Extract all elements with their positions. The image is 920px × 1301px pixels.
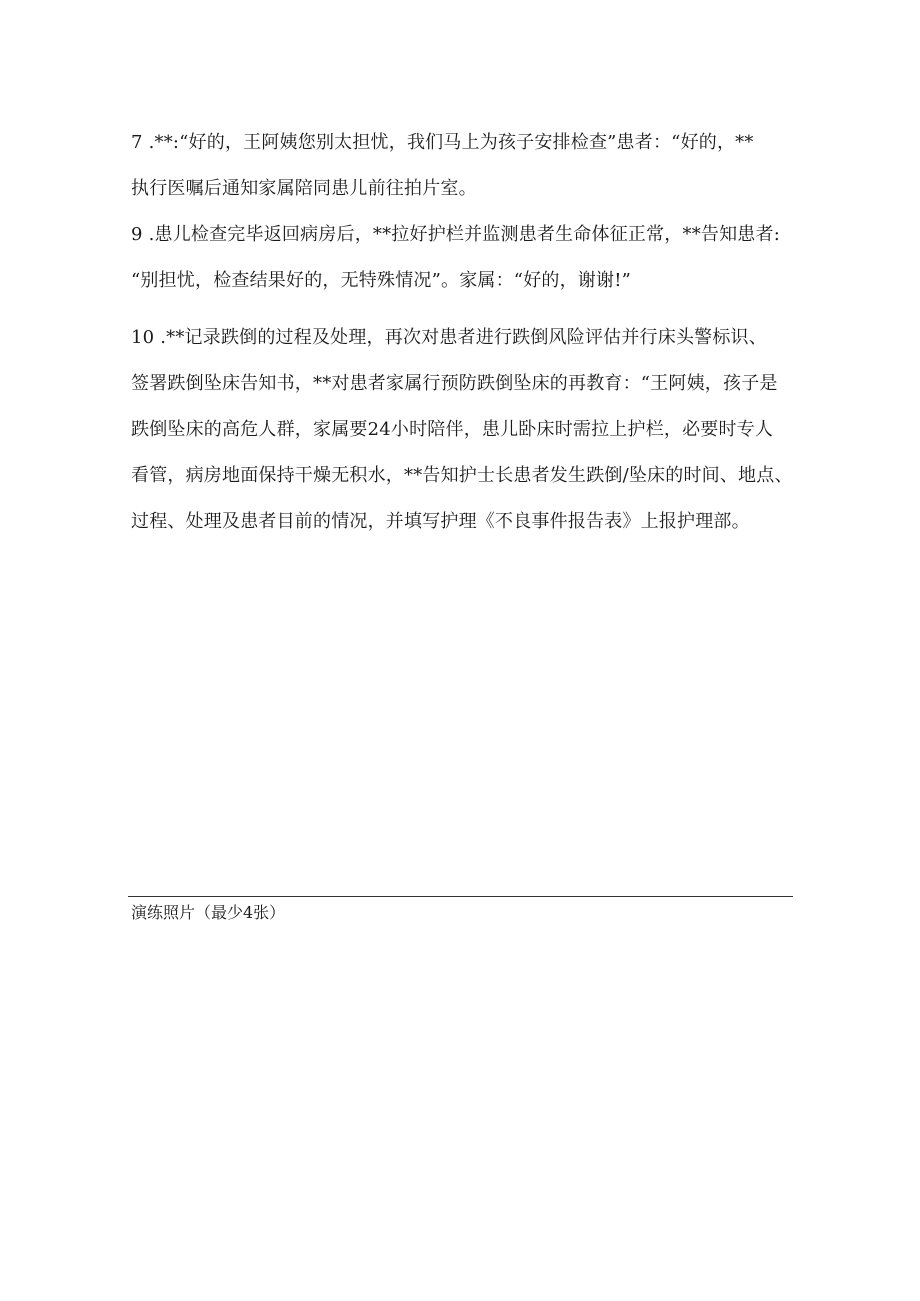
step-9-line-2: “别担忧，检查结果好的，无特殊情况”。家属：“好的，谢谢!” — [131, 270, 632, 291]
step-9-line-1: 9 .患儿检查完毕返回病房后，**拉好护栏并监测患者生命体征正常，**告知患者: — [131, 224, 780, 245]
step-7-paragraph — [131, 120, 811, 212]
step-9-paragraph — [131, 212, 811, 304]
photo-section-label: 演练照片（最少4张） — [131, 903, 286, 922]
step-10-line-5: 过程、处理及患者目前的情况，并填写护理《不良事件报告表》上报护理部。 — [131, 511, 750, 532]
section-divider — [128, 896, 793, 897]
step-10-line-2: 签署跌倒坠床告知书，**对患者家属行预防跌倒坠床的再教育：“王阿姨，孩子是 — [131, 373, 778, 394]
step-7-line-1: 7 .**:“好的，王阿姨您别太担忧，我们马上为孩子安排检查”患者：“好的，** — [131, 132, 754, 153]
step-7-line-2: 执行医嘱后通知家属陪同患儿前往拍片室。 — [131, 178, 477, 199]
step-10-line-4: 看管，病房地面保持干燥无积水，**告知护士长患者发生跌倒/坠床的时间、地点、 — [131, 465, 793, 486]
step-10-line-3: 跌倒坠床的高危人群，家属要24小时陪伴，患儿卧床时需拉上护栏，必要时专人 — [131, 419, 774, 440]
step-10-paragraph — [131, 315, 811, 545]
step-10-line-1: 10 .**记录跌倒的过程及处理，再次对患者进行跌倒风险评估并行床头警标识、 — [131, 327, 767, 348]
